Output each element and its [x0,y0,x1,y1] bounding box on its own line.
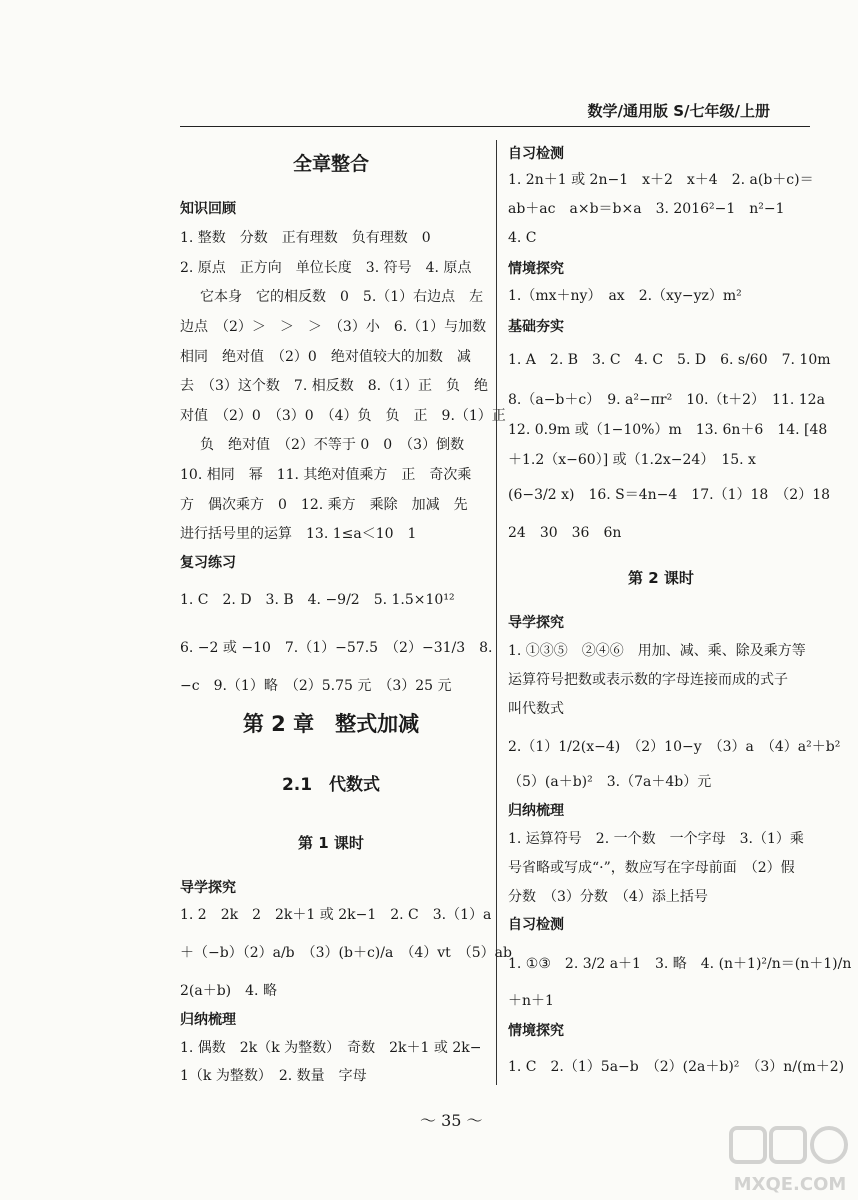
answer-line: 它本身 它的相反数 0 5.（1）右边点 左 [200,289,484,305]
section-heading: 复习练习 [180,555,236,571]
answer-line: 1. 偶数 2k（k 为整数） 奇数 2k＋1 或 2k− [180,1040,482,1056]
answer-line: 2.（1）1/2(x−4) （2）10−y （3）a （4）a²＋b² [508,739,841,755]
answer-line: 6. −2 或 −10 7.（1）−57.5 （2）−31/3 8. [180,640,493,656]
answer-line: 1. ①③ 2. 3/2 a＋1 3. 略 4. (n＋1)²/n＝(n＋1)/n [508,956,852,972]
header-rule [180,126,810,127]
answer-line: 4. C [508,230,537,246]
answer-line: 对值 （2）0 （3）0 （4）负 负 正 9.（1）正 [180,408,506,424]
section-heading: 基础夯实 [508,319,564,335]
answer-line: 负 绝对值 （2）不等于 0 0 （3）倒数 [200,437,465,453]
answer-line: 号省略或写成“·”，数应写在字母前面 （2）假 [508,860,795,876]
answer-line: 相同 绝对值 （2）0 绝对值较大的加数 减 [180,349,471,365]
answer-line: 12. 0.9m 或（1−10%）m 13. 6n＋6 14. [48 [508,422,828,438]
lesson-title: 第 1 课时 [298,834,364,852]
answer-line: 1. ①③⑤ ②④⑥ 用加、减、乘、除及乘方等 [508,643,806,659]
answer-line: 运算符号把数或表示数的字母连接而成的式子 [508,672,788,688]
answer-line: 1. 整数 分数 正有理数 负有理数 0 [180,230,431,246]
answer-line: (6−3/2 x) 16. S＝4n−4 17.（1）18 （2）18 [508,487,831,503]
answer-line: −c 9.（1）略 （2）5.75 元 （3）25 元 [180,678,452,694]
answer-line: 分数 （3）分数 （4）添上括号 [508,889,708,905]
watermark-text: MXQE.COM [733,1174,847,1195]
section-heading: 归纳梳理 [508,803,564,819]
answer-line: 1. C 2. D 3. B 4. −9/2 5. 1.5×10¹² [180,592,455,608]
running-header: 数学/通用版 S/七年级/上册 [587,102,770,120]
answer-line: 10. 相同 幂 11. 其绝对值乘方 正 奇次乘 [180,467,472,483]
answer-line: ab＋ac a×b＝b×a 3. 2016²−1 n²−1 [508,201,785,217]
answer-line: 去 （3）这个数 7. 相反数 8.（1）正 负 绝 [180,378,488,394]
answer-line: 方 偶次乘方 0 12. 乘方 乘除 加减 先 [180,497,468,513]
chapter-title: 第 2 章 整式加减 [242,712,420,736]
answer-line: 8.（a−b＋c） 9. a²−πr² 10.（t＋2） 11. 12a [508,392,825,408]
section-heading: 情境探究 [508,261,564,277]
lesson-title: 第 2 课时 [628,569,694,587]
answer-line: 2. 原点 正方向 单位长度 3. 符号 4. 原点 [180,260,472,276]
answer-line: 1. A 2. B 3. C 4. C 5. D 6. s/60 7. 10m [508,352,831,368]
section-heading: 情境探究 [508,1023,564,1039]
section-heading: 知识回顾 [180,201,236,217]
answer-line: 1. 运算符号 2. 一个数 一个字母 3.（1）乘 [508,831,804,847]
answer-line: 1. 2 2k 2 2k＋1 或 2k−1 2. C 3.（1）a [180,907,492,923]
section-heading: 自习检测 [508,917,564,933]
watermark-logo-icon [725,1122,855,1197]
answer-line: ＋n＋1 [508,993,554,1009]
section-heading: 归纳梳理 [180,1012,236,1028]
answer-line: 1. 2n＋1 或 2n−1 x＋2 x＋4 2. a(b＋c)＝ [508,172,814,188]
answer-line: （5）(a＋b)² 3.（7a＋4b）元 [508,774,712,790]
section-title: 2.1 代数式 [281,775,381,795]
answer-line: 2(a＋b) 4. 略 [180,983,277,999]
answer-line: 进行括号里的运算 13. 1≤a＜10 1 [180,526,417,542]
section-heading: 导学探究 [180,880,236,896]
chapter-review-title: 全章整合 [292,153,369,175]
section-heading: 自习检测 [508,146,564,162]
answer-line: ＋（−b）（2）a/b （3）(b＋c)/a （4）vt （5）ab [180,945,512,961]
page-number: ～ 35 ～ [420,1111,483,1130]
answer-line: ＋1.2（x−60）] 或（1.2x−24） 15. x [508,452,756,468]
answer-line: 1. C 2.（1）5a−b （2）(2a＋b)² （3）n/(m＋2) [508,1059,845,1075]
answer-line: 边点 （2）＞ ＞ ＞ （3）小 6.（1）与加数 [180,319,487,335]
answer-line: 1.（mx＋ny） ax 2.（xy−yz）m² [508,288,742,304]
answer-line: 叫代数式 [508,701,564,717]
section-heading: 导学探究 [508,615,564,631]
answer-line: 1（k 为整数） 2. 数量 字母 [180,1068,367,1084]
answer-line: 24 30 36 6n [508,525,622,541]
